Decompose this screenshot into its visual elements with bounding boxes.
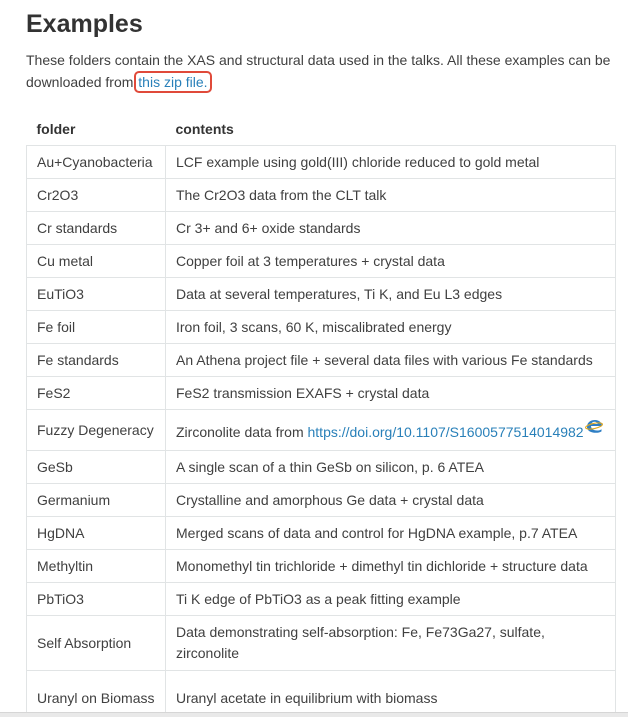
examples-table bbox=[26, 112, 616, 717]
folder-cell: Germanium bbox=[27, 484, 166, 517]
contents-cell: Uranyl acetate in equilibrium with biomass bbox=[166, 671, 616, 717]
table-row bbox=[27, 550, 616, 583]
contents-cell: Cr 3+ and 6+ oxide standards bbox=[166, 212, 616, 245]
folder-cell: Fuzzy Degeneracy bbox=[27, 410, 166, 451]
table-row bbox=[27, 451, 616, 484]
intro-text: These folders contain the XAS and structural data used in the talks. All these examples can be downloaded from bbox=[26, 52, 611, 90]
folder-cell: EuTiO3 bbox=[27, 278, 166, 311]
folder-cell: HgDNA bbox=[27, 517, 166, 550]
folder-cell: Uranyl on Biomass bbox=[27, 671, 166, 717]
table-row bbox=[27, 245, 616, 278]
folder-cell: Cr2O3 bbox=[27, 179, 166, 212]
contents-cell: FeS2 transmission EXAFS + crystal data bbox=[166, 377, 616, 410]
table-row bbox=[27, 616, 616, 671]
folder-cell: PbTiO3 bbox=[27, 583, 166, 616]
folder-cell: Methyltin bbox=[27, 550, 166, 583]
folder-cell: Au+Cyanobacteria bbox=[27, 146, 166, 179]
horizontal-scrollbar[interactable] bbox=[0, 712, 628, 717]
edge-browser-icon[interactable] bbox=[585, 418, 603, 432]
table-row bbox=[27, 179, 616, 212]
contents-cell: The Cr2O3 data from the CLT talk bbox=[166, 179, 616, 212]
table-row bbox=[27, 212, 616, 245]
folder-cell: Cu metal bbox=[27, 245, 166, 278]
folder-cell: Cr standards bbox=[27, 212, 166, 245]
header-folder: folder bbox=[27, 112, 166, 146]
table-row bbox=[27, 583, 616, 616]
contents-cell: Crystalline and amorphous Ge data + crystal data bbox=[166, 484, 616, 517]
folder-cell: FeS2 bbox=[27, 377, 166, 410]
contents-cell: Monomethyl tin trichloride + dimethyl tin dichloride + structure data bbox=[166, 550, 616, 583]
contents-cell: An Athena project file + several data files with various Fe standards bbox=[166, 344, 616, 377]
table-row bbox=[27, 278, 616, 311]
contents-text: Zirconolite data from bbox=[176, 423, 308, 440]
contents-cell: Merged scans of data and control for HgDNA example, p.7 ATEA bbox=[166, 517, 616, 550]
contents-cell: Data at several temperatures, Ti K, and Eu L3 edges bbox=[166, 278, 616, 311]
table-row bbox=[27, 344, 616, 377]
contents-cell: Copper foil at 3 temperatures + crystal data bbox=[166, 245, 616, 278]
contents-cell: LCF example using gold(III) chloride reduced to gold metal bbox=[166, 146, 616, 179]
header-contents: contents bbox=[166, 112, 616, 146]
table-row bbox=[27, 377, 616, 410]
folder-cell: Fe foil bbox=[27, 311, 166, 344]
contents-cell: Data demonstrating self-absorption: Fe, Fe73Ga27, sulfate, zirconolite bbox=[166, 616, 616, 671]
table-row bbox=[27, 410, 616, 451]
page-title: Examples bbox=[26, 10, 143, 38]
contents-cell: A single scan of a thin GeSb on silicon, p. 6 ATEA bbox=[166, 451, 616, 484]
contents-cell: Ti K edge of PbTiO3 as a peak fitting example bbox=[166, 583, 616, 616]
table-row bbox=[27, 671, 616, 717]
table-header-row bbox=[27, 112, 616, 146]
contents-cell bbox=[166, 410, 616, 451]
table-row bbox=[27, 484, 616, 517]
table-row bbox=[27, 517, 616, 550]
zip-file-link[interactable]: this zip file. bbox=[138, 74, 208, 90]
folder-cell: Fe standards bbox=[27, 344, 166, 377]
intro-paragraph bbox=[26, 49, 622, 93]
doi-link[interactable]: https://doi.org/10.1107/S1600577514014982 bbox=[307, 423, 584, 440]
folder-cell: Self Absorption bbox=[27, 616, 166, 671]
folder-cell: GeSb bbox=[27, 451, 166, 484]
table-row bbox=[27, 146, 616, 179]
contents-cell: Iron foil, 3 scans, 60 K, miscalibrated energy bbox=[166, 311, 616, 344]
table-row bbox=[27, 311, 616, 344]
